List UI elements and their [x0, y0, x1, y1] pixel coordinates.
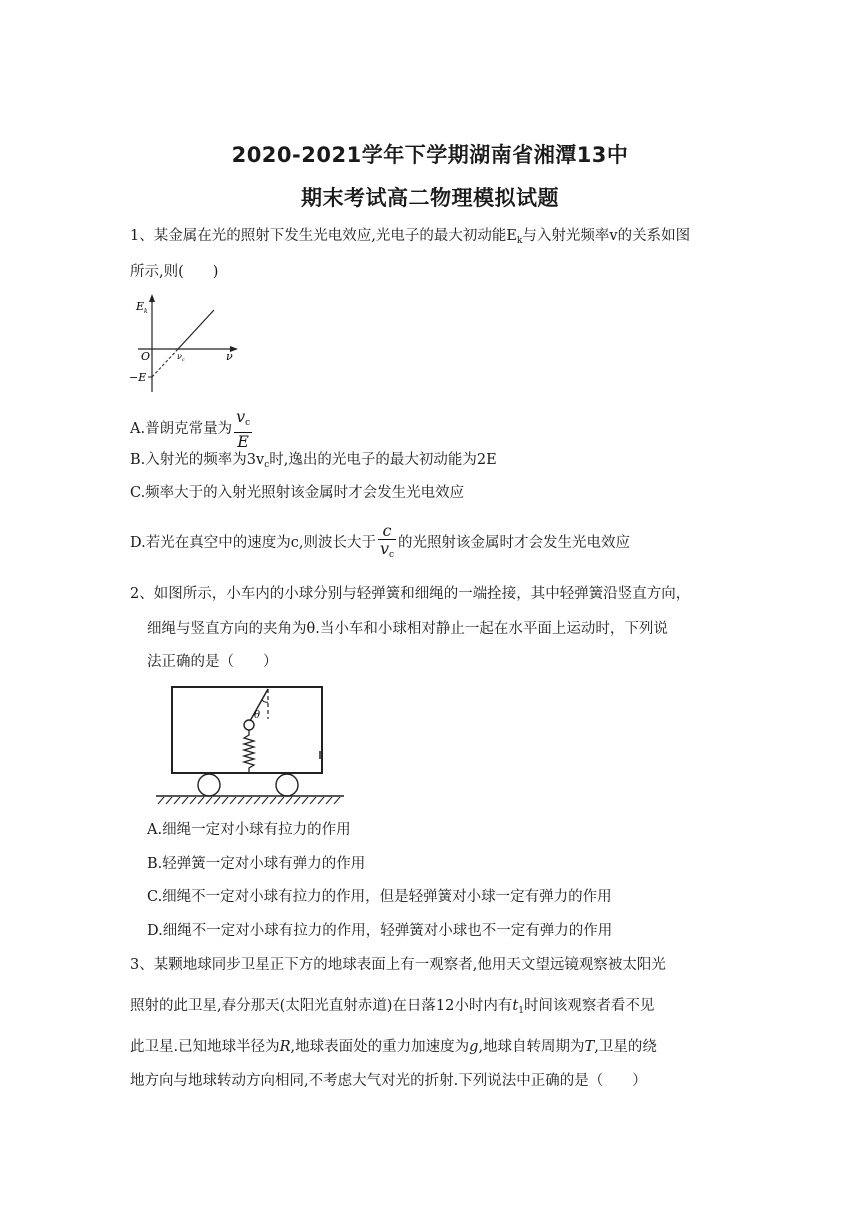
q2-ground-hatch: [158, 797, 340, 804]
q1-stem-line1: 1、某金属在光的照射下发生光电效应,光电子的最大初动能$E_k$与入射光频率v的关系如图: [130, 228, 691, 246]
q1-neg-e-label: −E: [129, 371, 147, 384]
q2-stem-line3: 法正确的是（ ）: [147, 654, 278, 670]
q2-cart-figure: [150, 683, 350, 807]
q3-line1: 3、某颗地球同步卫星正下方的地球表面上有一观察者,他用天文望远镜观察被太阳光: [130, 957, 666, 973]
q1-ek-line-dashed: [152, 349, 178, 377]
q1-y-label: $E_k$: [136, 300, 148, 315]
q2-wheel-left: [198, 774, 220, 796]
q2-angle-label: θ: [254, 710, 261, 721]
q2-ball: [244, 720, 254, 730]
q2-angle-arc: [262, 700, 268, 702]
q2-spring: [244, 730, 254, 772]
q2-option-b: B.轻弹簧一定对小球有弹力的作用: [147, 856, 366, 872]
q3-line3: 此卫星.已知地球半径为R,地球表面处的重力加速度为g,地球自转周期为T,卫星的绕: [130, 1039, 657, 1055]
q2-option-a: A.细绳一定对小球有拉力的作用: [147, 822, 351, 838]
q1-intercept-label: $\nu_c$: [177, 352, 185, 363]
q1-origin-label: O: [141, 350, 151, 363]
q2-stem-line2: 细绳与竖直方向的夹角为θ.当小车和小球相对静止一起在水平面上运动时，下列说: [147, 621, 668, 637]
q1-x-label: ν: [226, 350, 233, 363]
exam-subtitle: 期末考试高二物理模拟试题: [301, 186, 559, 210]
exam-title: 2020-2021学年下学期湖南省湘潭13中: [231, 143, 629, 167]
q1-ek-graph: [128, 292, 258, 400]
q2-option-c: C.细绳不一定对小球有拉力的作用，但是轻弹簧对小球一定有弹力的作用: [147, 889, 612, 905]
q3-line2: 照射的此卫星,春分那天(太阳光直射赤道)在日落12小时内有$t_1$时间该观察者看不见: [130, 998, 655, 1016]
q1-stem-line2: 所示,则( ): [130, 264, 219, 280]
q2-option-d: D.细绳不一定对小球有拉力的作用，轻弹簧对小球也不一定有弹力的作用: [147, 923, 613, 939]
q1-ek-line-solid: [178, 310, 214, 349]
q3-line4: 地方向与地球转动方向相同,不考虑大气对光的折射.下列说法中正确的是（ ）: [130, 1073, 647, 1089]
q1-option-b: B.入射光的频率为$3v_c$时,逸出的光电子的最大初动能为2E: [130, 452, 497, 470]
q1-option-c: C.频率大于的入射光照射该金属时才会发生光电效应: [130, 485, 465, 501]
q1-option-a: A.普朗克常量为 $\frac{v_c}{E}$: [130, 407, 251, 451]
q1-axis-y-arrow: [149, 294, 155, 302]
q2-wheel-right: [276, 774, 298, 796]
q1-option-d: D.若光在真空中的速度为c,则波长大于 $\frac{c}{v_c}$ 的光照射该金属时才会发生光电效应: [130, 521, 631, 560]
q2-stem-line1: 2、如图所示，小车内的小球分别与轻弹簧和细绳的一端拴接，其中轻弹簧沿竖直方向，: [130, 586, 691, 602]
